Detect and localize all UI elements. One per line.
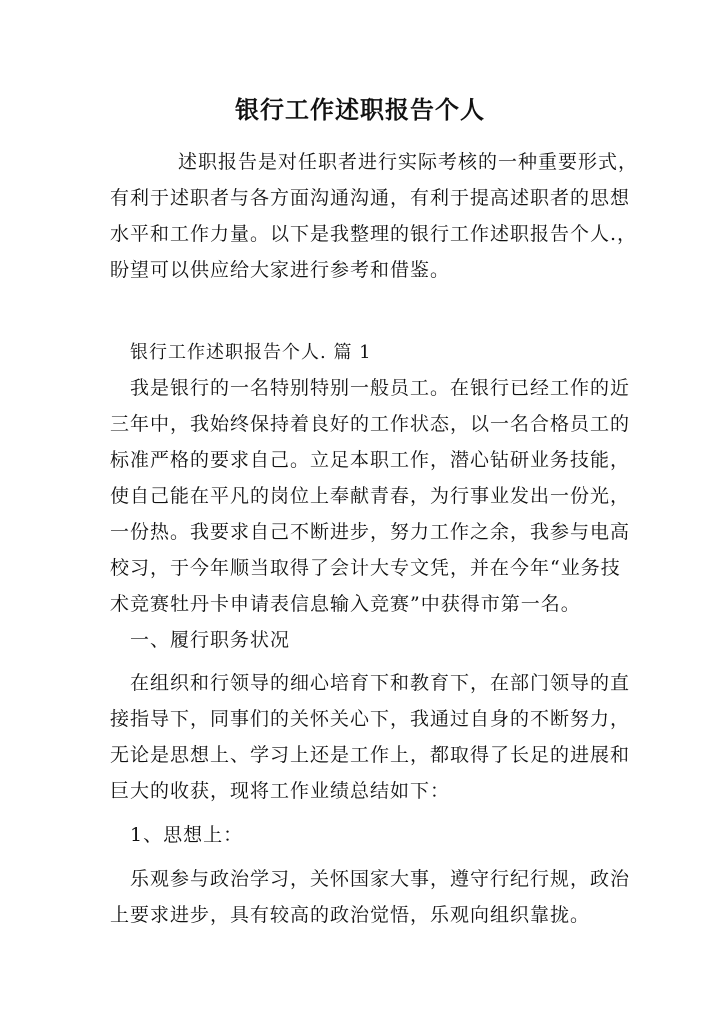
document-title: 银行工作述职报告个人 [235,96,485,124]
body-line: 标准严格的要求自己。立足本职工作，潜心钻研业务技能， [110,449,631,471]
body-line: 巨大的收获，现将工作业绩总结如下： [110,780,451,802]
body-line: 一份热。我要求自己不断进步，努力工作之余，我参与电高 [110,521,631,543]
subsection-heading: 一、履行职务状况 [130,629,291,651]
section-heading: 银行工作述职报告个人. 篇 1 [130,342,372,363]
body-line: 乐观参与政治学习，关怀国家大事，遵守行纪行规，政治 [130,868,631,890]
body-line: 三年中，我始终保持着良好的工作状态，以一名合格员工的 [110,413,631,435]
intro-line: 盼望可以供应给大家进行参考和借鉴。 [110,259,451,281]
body-line: 在组织和行领导的细心培育下和教育下，在部门领导的直 [130,672,631,694]
subsection-heading: 1、思想上： [130,824,244,846]
intro-line: 水平和工作力量。以下是我整理的银行工作述职报告个人.， [110,223,638,245]
body-line: 我是银行的一名特别特别一般员工。在银行已经工作的近 [130,377,631,399]
body-line: 使自己能在平凡的岗位上奉献青春，为行事业发出一份光， [110,485,631,507]
body-line: 上要求进步，具有较高的政治觉悟，乐观向组织靠拢。 [110,904,591,926]
body-line: 接指导下，同事们的关怀关心下，我通过自身的不断努力， [110,708,631,730]
body-line: 术竞赛牡丹卡申请表信息输入竞赛”中获得市第一名。 [110,593,581,615]
body-line: 校习，于今年顺当取得了会计大专文凭，并在今年“业务技 [110,557,621,579]
intro-line: 述职报告是对任职者进行实际考核的一种重要形式， [178,151,639,173]
body-line: 无论是思想上、学习上还是工作上，都取得了长足的进展和 [110,744,631,766]
intro-line: 有利于述职者与各方面沟通沟通，有利于提高述职者的思想 [110,187,631,209]
